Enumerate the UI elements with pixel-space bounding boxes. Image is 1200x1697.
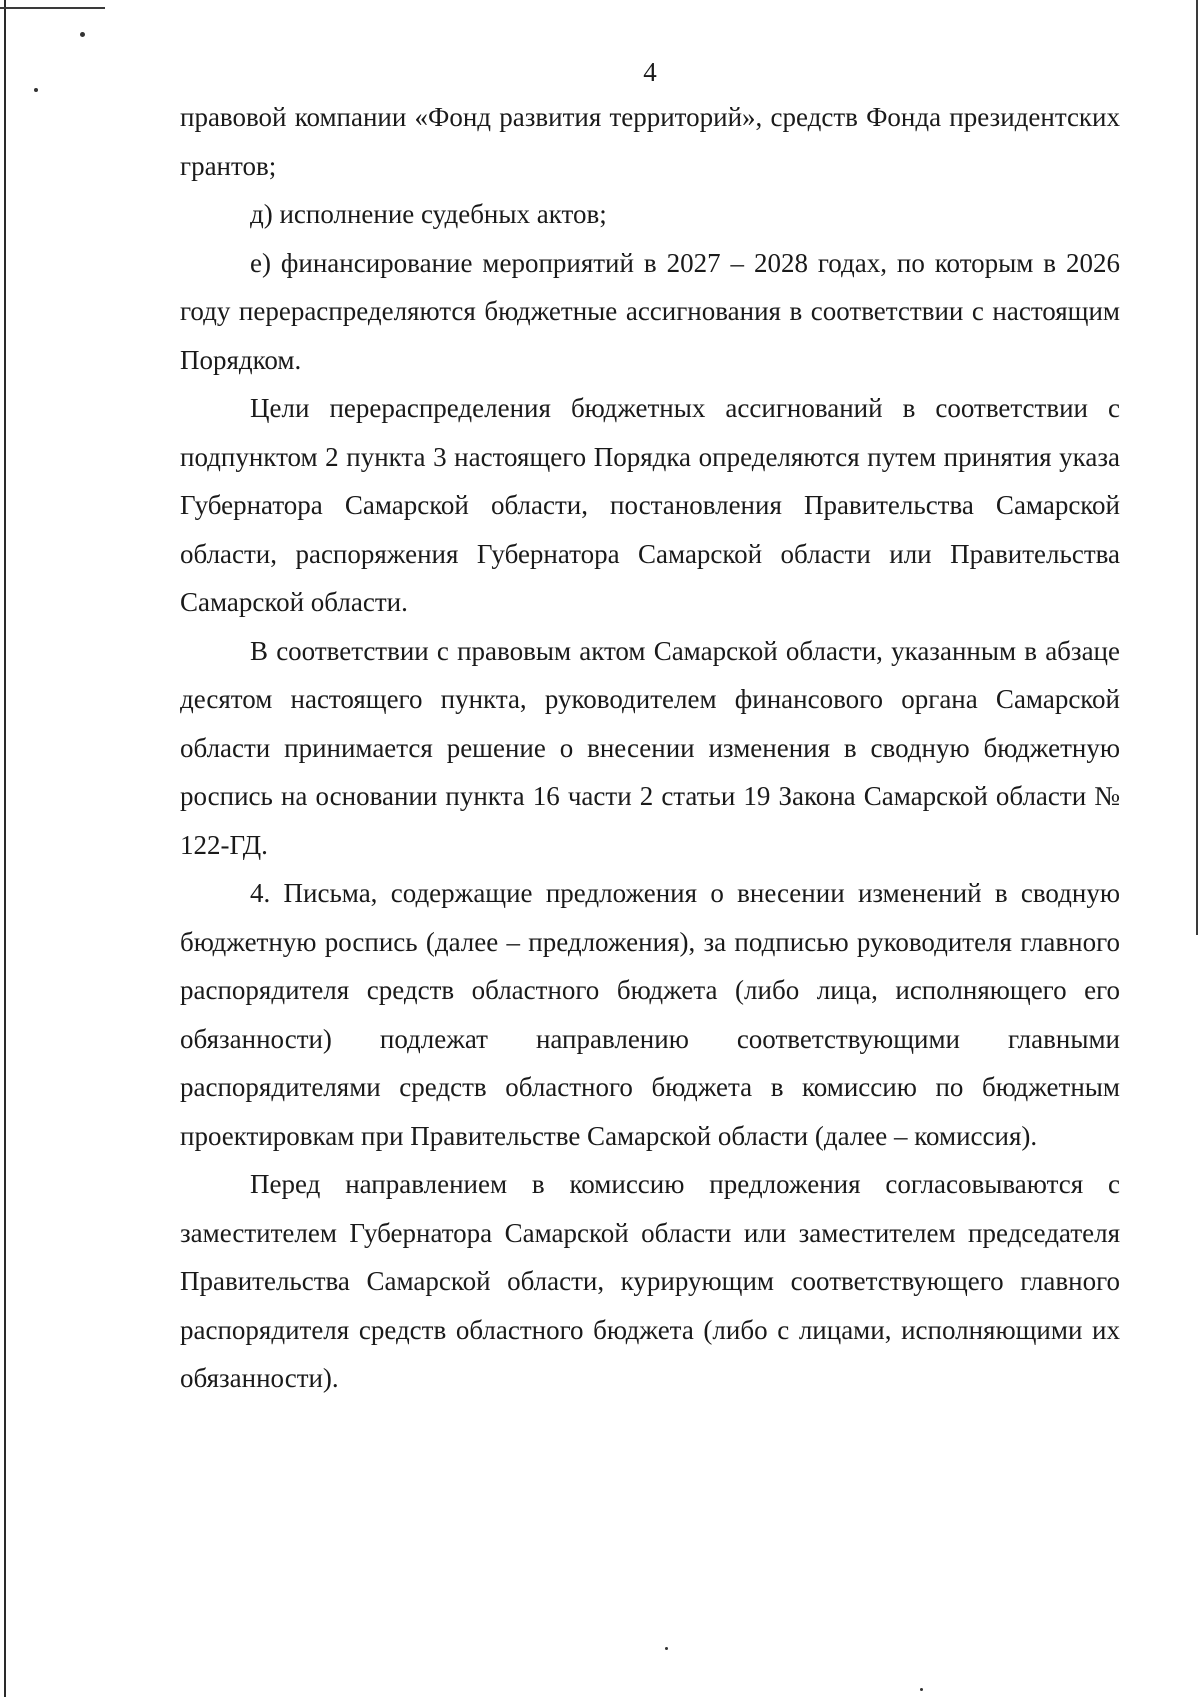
scan-speck xyxy=(34,88,38,92)
document-body xyxy=(180,93,1120,1403)
paragraph: правовой компании «Фонд развития территорий», средств Фонда президентских грантов; xyxy=(180,102,1120,181)
paragraph: В соответствии с правовым актом Самарской области, указанным в абзаце десятом настоящего пункта, руководителем финансового органа Самарской области принимается решение о внесении изменения в сводную бюджетную роспись на основании пункта 16 части 2 статьи 19 Закона Самарской области № 122-ГД. xyxy=(180,635,1120,860)
scan-speck xyxy=(920,1688,923,1691)
scan-edge-left xyxy=(4,0,6,1697)
scan-edge-right xyxy=(1196,0,1198,935)
scan-speck xyxy=(80,32,85,37)
page-number: 4 xyxy=(643,57,657,87)
paragraph: е) финансирование мероприятий в 2027 – 2028 годах, по которым в 2026 году перераспределяются бюджетные ассигнования в соответствии с настоящим Порядком. xyxy=(180,247,1120,375)
paragraph: Перед направлением в комиссию предложения согласовываются с заместителем Губернатора Самарской области или заместителем председателя Правительства Самарской области, курирующим соответствующего главного распорядителя средств областного бюджета (либо с лицами, исполняющими их обязанности). xyxy=(180,1169,1120,1393)
paragraph: д) исполнение судебных актов; xyxy=(250,199,607,229)
scan-speck xyxy=(665,1647,668,1650)
scan-edge-top xyxy=(0,7,105,9)
paragraph: 4. Письма, содержащие предложения о внесении изменений в сводную бюджетную роспись (далее – предложения), за подписью руководителя главного распорядителя средств областного бюджета (либо лица, исполняющего его обязанности) подлежат направлению соответствующими главными распорядителями средств областного бюджета в комиссию по бюджетным проектировкам при Правительстве Самарской области (далее – комиссия). xyxy=(180,878,1120,1151)
paragraph: Цели перераспределения бюджетных ассигнований в соответствии с подпунктом 2 пункта 3 настоящего Порядка определяются путем принятия указа Губернатора Самарской области, постановления Правительства Самарской области, распоряжения Губернатора Самарской области или Правительства Самарской области. xyxy=(180,393,1120,617)
